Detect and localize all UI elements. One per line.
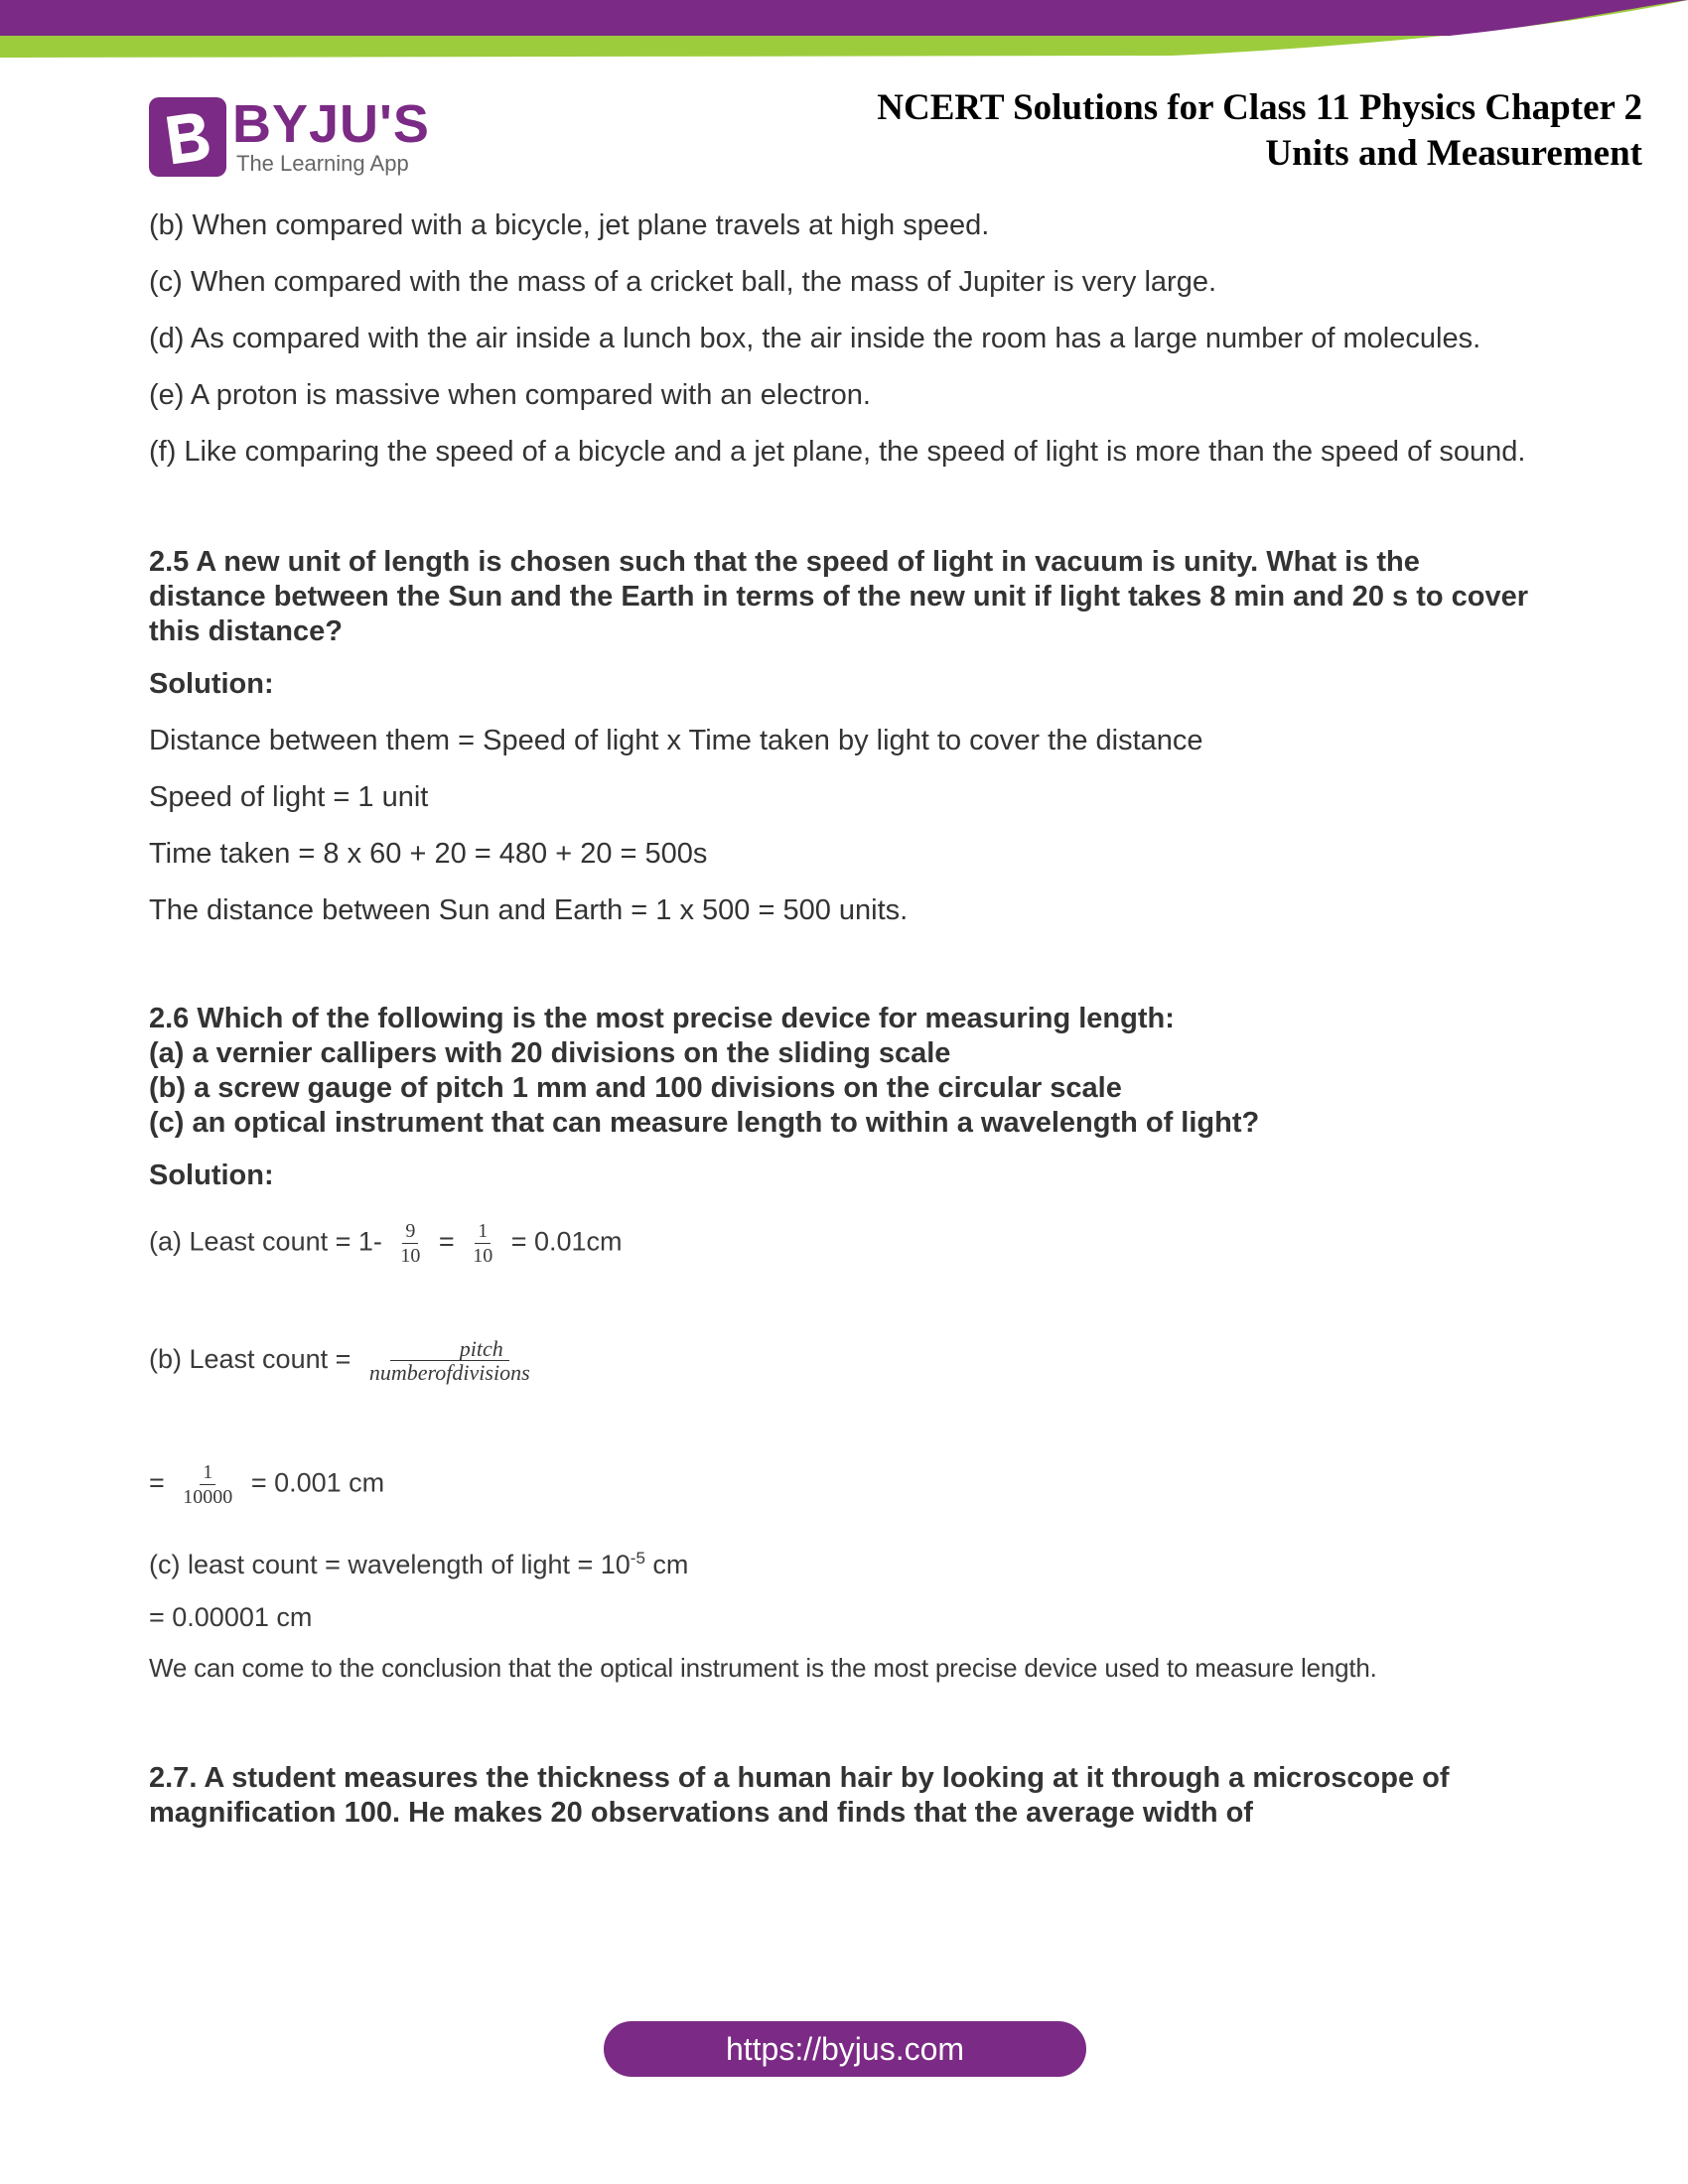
least-count-b-value [149, 1462, 1539, 1507]
b-letter-icon [162, 108, 213, 166]
brand-name: BYJU'S [232, 94, 430, 154]
question-2-6 [149, 1002, 1539, 1141]
header-color-band [0, 0, 1688, 62]
fraction-numerator: 9 [402, 1221, 418, 1244]
byjus-logo-mark [149, 97, 226, 177]
fraction-numerator: pitch [390, 1339, 509, 1361]
fraction-numerator: 1 [200, 1462, 215, 1485]
question-2-7: 2.7. A student measures the thickness of a human hair by looking at it through a microscope of magnification 100. He makes 20 observations and finds that the average width of [149, 1762, 1450, 1829]
solution-line: Time taken = 8 x 60 + 20 = 480 + 20 = 500s [149, 838, 708, 870]
equals-sign: = [149, 1467, 165, 1498]
conclusion-text: We can come to the conclusion that the optical instrument is the most precise device used to measure length. [149, 1653, 1377, 1683]
answer-d: (d) As compared with the air inside a lunch box, the air inside the room has a large number of molecules. [149, 323, 1481, 354]
document-title [877, 85, 1642, 177]
fraction [470, 1221, 495, 1266]
answer-f: (f) Like comparing the speed of a bicycle and a jet plane, the speed of light is more than the speed of sound. [149, 436, 1526, 468]
least-count-a [149, 1221, 1539, 1266]
equals-sign: = [438, 1226, 455, 1257]
footer-url-link[interactable]: https://byjus.com [604, 2021, 1086, 2077]
least-count-b-prefix: (b) Least count = [149, 1344, 352, 1375]
fraction-numerator: 1 [475, 1221, 491, 1244]
least-count-c-value: = 0.00001 cm [149, 1602, 313, 1632]
title-line-2: Units and Measurement [1265, 133, 1642, 174]
question-2-6-stem: 2.6 Which of the following is the most precise device for measuring length: [149, 1003, 1175, 1034]
least-count-c [149, 1549, 1539, 1580]
solution-label-2-5: Solution: [149, 668, 274, 700]
unit: cm [644, 1550, 689, 1579]
answer-e: (e) A proton is massive when compared with an electron. [149, 379, 871, 411]
least-count-b-result: = 0.001 cm [250, 1467, 385, 1498]
fraction [366, 1336, 533, 1385]
least-count-a-result: = 0.01cm [510, 1226, 623, 1257]
question-option: (b) a screw gauge of pitch 1 mm and 100 divisions on the circular scale [149, 1072, 1122, 1104]
solution-line: The distance between Sun and Earth = 1 x 500 = 500 units. [149, 894, 909, 926]
solution-label-2-6: Solution: [149, 1160, 274, 1191]
fraction-denominator: 10000 [183, 1486, 233, 1508]
fraction-denominator: 10 [400, 1245, 421, 1267]
answer-c: (c) When compared with the mass of a cricket ball, the mass of Jupiter is very large. [149, 266, 1217, 298]
fraction-denominator: 10 [473, 1245, 493, 1267]
question-2-5: 2.5 A new unit of length is chosen such that the speed of light in vacuum is unity. What is the distance between the Sun and the Earth in terms of the new unit if light takes 8 min and 20 s to cover this distance? [149, 546, 1529, 647]
page-content [149, 208, 1539, 1831]
question-option: (a) a vernier callipers with 20 divisions on the sliding scale [149, 1037, 951, 1069]
least-count-a-prefix: (a) Least count = 1- [149, 1226, 382, 1257]
fraction [180, 1462, 235, 1507]
solution-line: Speed of light = 1 unit [149, 781, 429, 813]
exponent: -5 [630, 1549, 645, 1568]
byjus-logo[interactable] [149, 94, 430, 177]
solution-line: Distance between them = Speed of light x Time taken by light to cover the distance [149, 725, 1203, 756]
title-line-1: NCERT Solutions for Class 11 Physics Chapter 2 [877, 87, 1642, 128]
least-count-b [149, 1336, 1539, 1385]
fraction-denominator: numberofdivisions [368, 1360, 530, 1385]
brand-tagline: The Learning App [236, 151, 409, 176]
answer-b: (b) When compared with a bicycle, jet plane travels at high speed. [149, 209, 990, 241]
fraction [397, 1221, 423, 1266]
least-count-c-text: (c) least count = wavelength of light = 10 [149, 1550, 631, 1579]
question-option: (c) an optical instrument that can measure length to within a wavelength of light? [149, 1107, 1260, 1139]
